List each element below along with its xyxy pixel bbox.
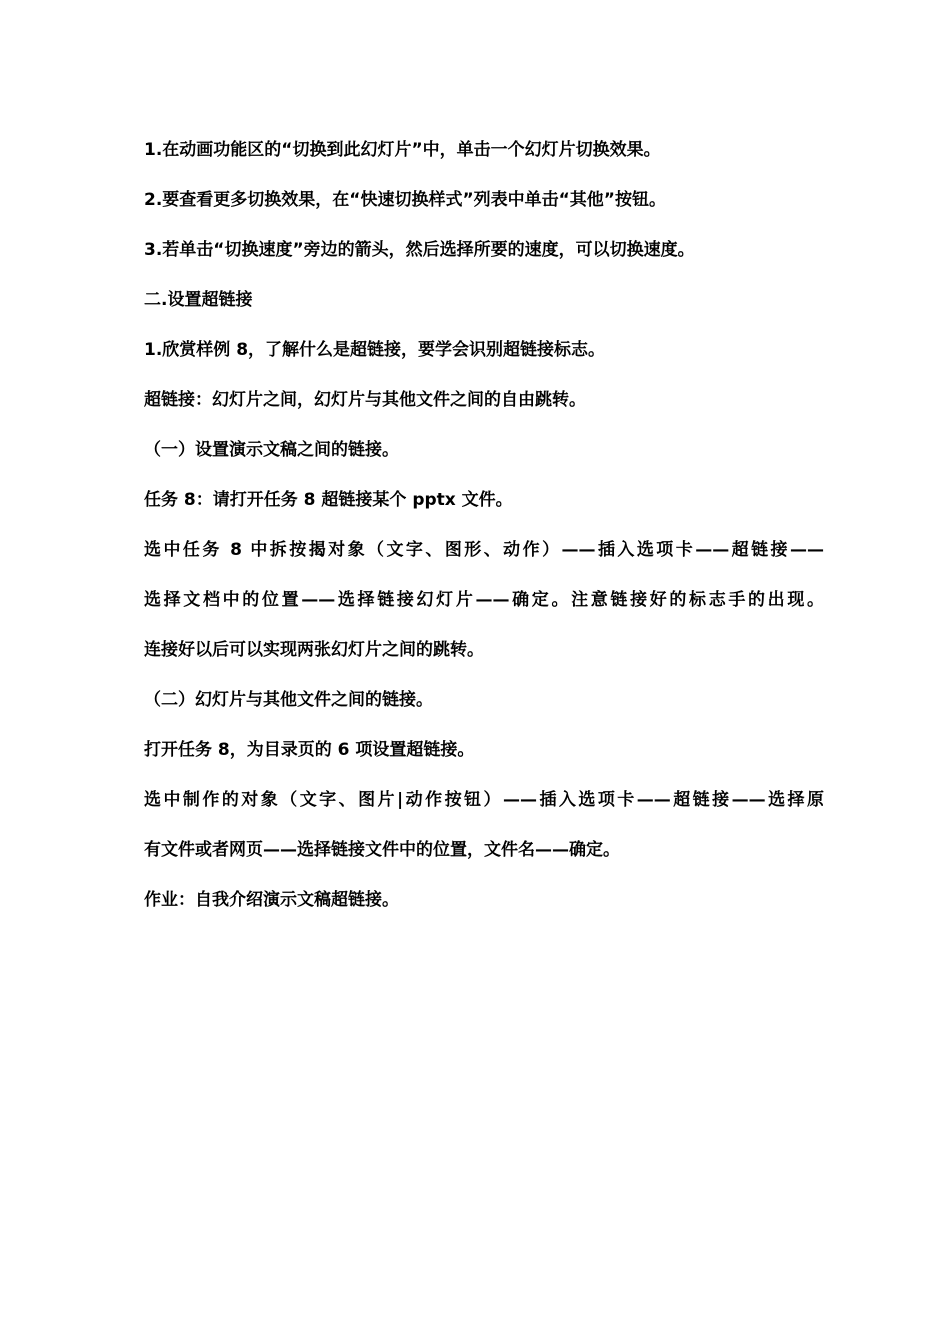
task-8-steps-line-2: 选择文档中的位置——选择链接幻灯片——确定。注意链接好的标志手的出现。 [144,590,824,610]
file-link-steps-line-2: 有文件或者网页——选择链接文件中的位置，文件名——确定。 [144,840,620,860]
transition-step-3: 3.若单击“切换速度”旁边的箭头，然后选择所要的速度，可以切换速度。 [144,240,695,260]
subsection-heading-2: （二）幻灯片与其他文件之间的链接。 [144,690,433,710]
hyperlink-step-1: 1.欣赏样例 8，了解什么是超链接，要学会识别超链接标志。 [144,340,606,360]
file-link-steps-line-1: 选中制作的对象（文字、图片|动作按钮）——插入选项卡——超链接——选择原 [144,790,824,810]
section-heading-hyperlink: 二.设置超链接 [144,290,253,310]
task-8-toc-intro: 打开任务 8，为目录页的 6 项设置超链接。 [144,740,475,760]
transition-step-1: 1.在动画功能区的“切换到此幻灯片”中，单击一个幻灯片切换效果。 [144,140,661,160]
hyperlink-definition: 超链接：幻灯片之间，幻灯片与其他文件之间的自由跳转。 [144,390,586,410]
task-8-steps-line-1: 选中任务 8 中拆按揭对象（文字、图形、动作）——插入选项卡——超链接—— [144,540,824,560]
task-8-intro: 任务 8：请打开任务 8 超链接某个 pptx 文件。 [144,490,513,510]
transition-step-2: 2.要查看更多切换效果，在“快速切换样式”列表中单击“其他”按钮。 [144,190,666,210]
task-8-result: 连接好以后可以实现两张幻灯片之间的跳转。 [144,640,484,660]
homework: 作业：自我介绍演示文稿超链接。 [144,890,399,910]
subsection-heading-1: （一）设置演示文稿之间的链接。 [144,440,399,460]
